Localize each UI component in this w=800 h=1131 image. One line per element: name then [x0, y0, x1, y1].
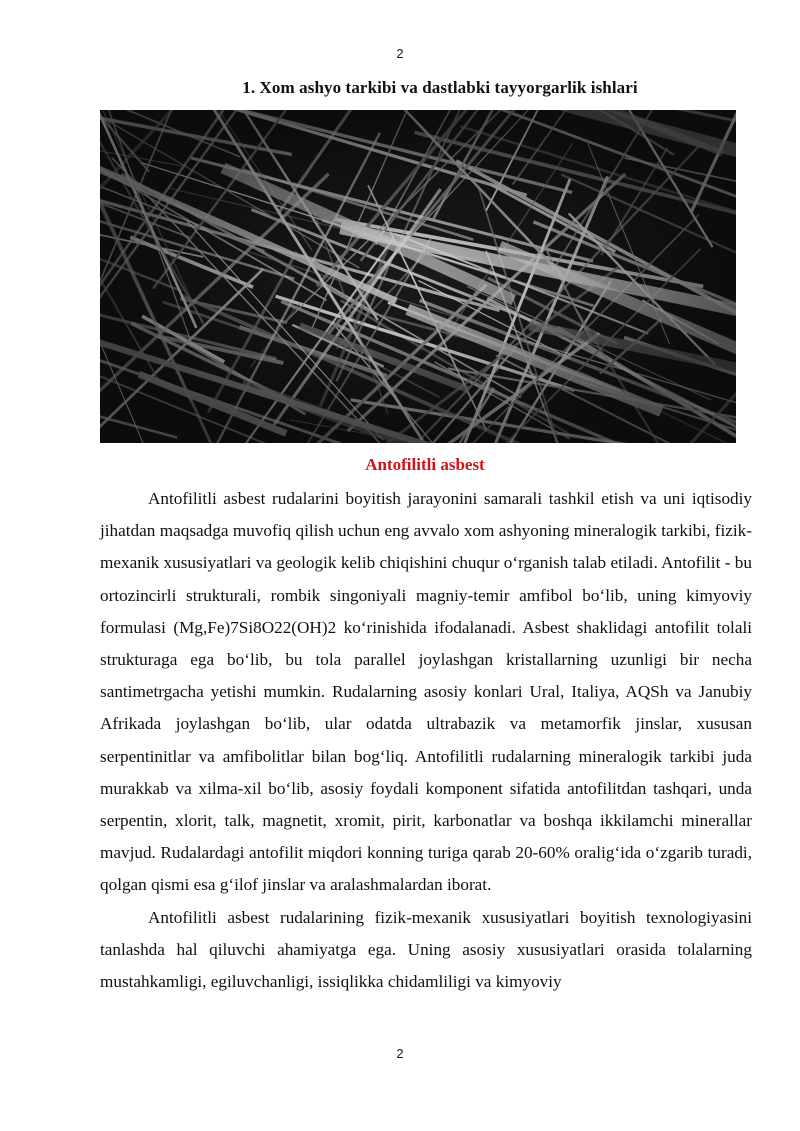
asbestos-fiber-photo [100, 110, 736, 443]
body-text [100, 483, 752, 998]
paragraph-2: Antofilitli asbest rudalarining fizik-mexanik xususiyatlari boyitish texnologiyasini tanlashda hal qiluvchi ahamiyatga ega. Uning asosiy xususiyatlari orasida tolalarning mustahkamligi, egiluvchanligi, issiqlikka chidamliligi va kimyoviy [100, 907, 752, 992]
figure-caption: Antofilitli asbest [365, 455, 485, 474]
section-heading: 1. Xom ashyo tarkibi va dastlabki tayyorgarlik ishlari [242, 78, 638, 97]
paragraph-1: Antofilitli asbest rudalarini boyitish jarayonini samarali tashkil etish va uni iqtisodiy jihatdan maqsadga muvofiq qilish uchun eng avvalo xom ashyoning mineralogik tarkibi, fizik-mexanik xususiyatlari va geologik kelib chiqishini chuqur o‘rganish talab etiladi. Antofilit - bu ortozincirli strukturali, rombik singoniyali magniy-temir amfibol bo‘lib, uning kimyoviy formulasi (Mg,Fe)7Si8O22(OH)2 ko‘rinishida ifodalanadi. Asbest shaklidagi antofilit tolali strukturaga ega bo‘lib, bu tola parallel joylashgan kristallarning uzunligi bir necha santimetrgacha yetishi mumkin. Rudalarning asosiy konlari Ural, Italiya, AQSh va Janubiy Afrikada joylashgan bo‘lib, ular odatda ultrabazik va metamorfik jinslar, xususan serpentinitlar va amfibolitlar bilan bog‘liq. Antofilitli rudalarning mineralogik tarkibi juda murakkab va xilma-xil bo‘lib, asosiy foydali komponent sifatida antofilitdan tashqari, unda serpentin, xlorit, talk, magnetit, xromit, pirit, karbonatlar va boshqa ikkilamchi minerallar mavjud. Rudalardagi antofilit miqdori konning turiga qarab 20-60% oralig‘ida o‘zgarib turadi, qolgan qismi esa g‘ilof jinslar va aralashmalardan iborat. [100, 489, 752, 895]
page-number-bottom: 2 [396, 1046, 404, 1061]
fiber-micrograph-illustration [100, 110, 736, 443]
page-number-top: 2 [396, 46, 404, 61]
